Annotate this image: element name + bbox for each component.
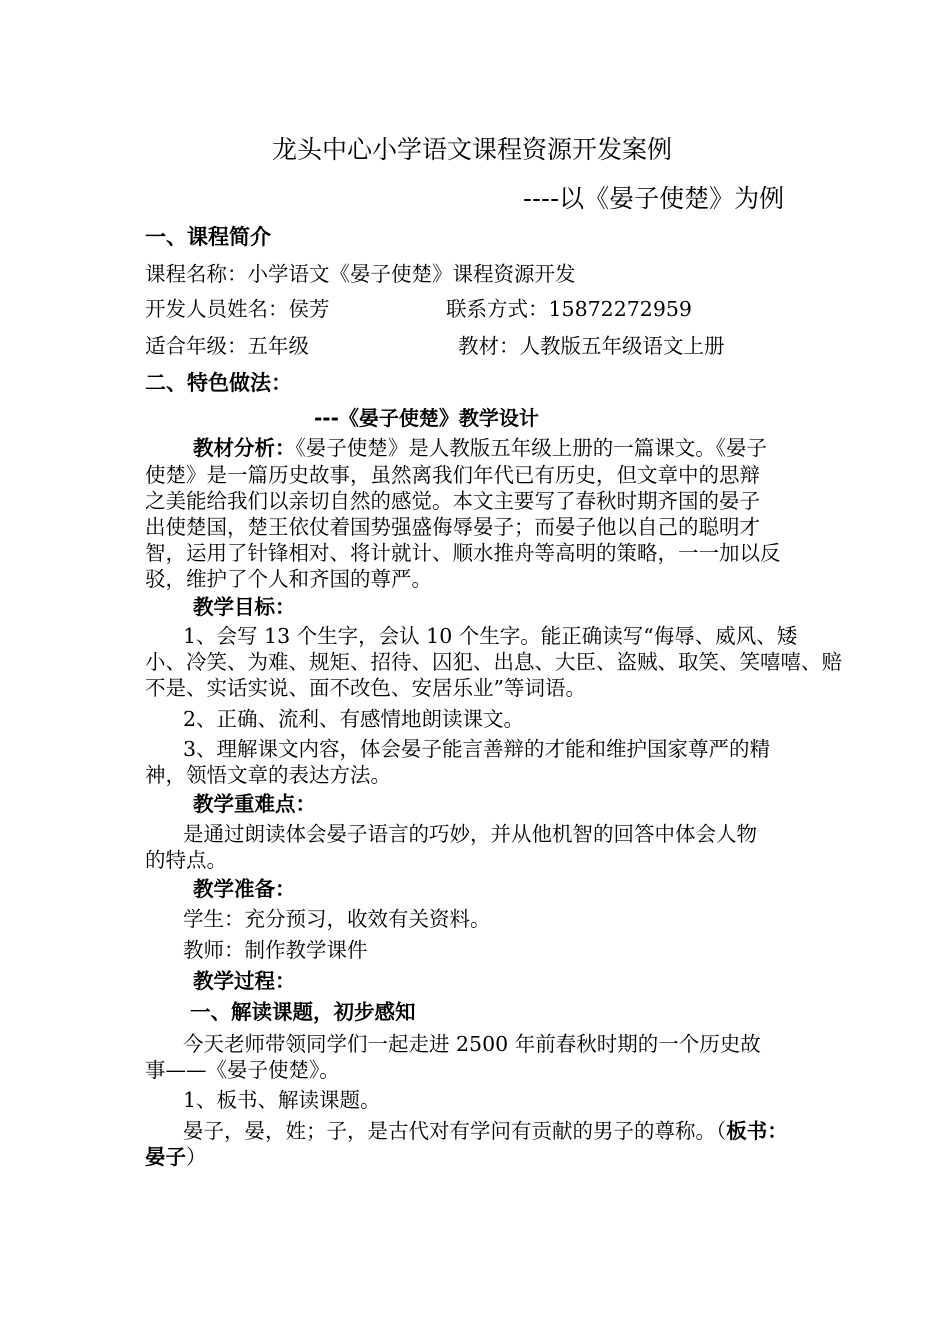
explain-text-2: ） [186, 1145, 207, 1169]
contact-info: 联系方式：15872272959 [446, 297, 692, 321]
analysis-line-3: 之美能给我们以亲切自然的感觉。本文主要写了春秋时期齐国的晏子 [145, 489, 760, 513]
board-step: 1、板书、解读课题。 [183, 1088, 381, 1112]
goal-3-line-2: 神，领悟文章的表达方法。 [145, 763, 391, 787]
analysis-line-6: 驳，维护了个人和齐国的尊严。 [145, 567, 432, 591]
explain-line-2 [145, 1143, 207, 1171]
analysis-text-1: 《晏子使楚》是人教版五年级上册的一篇课文。《晏子 [295, 436, 767, 460]
analysis-line-5: 智，运用了针锋相对、将计就计、顺水推舟等高明的策略，一一加以反 [145, 541, 781, 565]
goal-1-line-1: 1、会写 13 个生字，会认 10 个生字。能正确读写“侮辱、威风、矮 [183, 624, 798, 648]
goal-1-line-3: 不是、实话实说、面不改色、安居乐业”等词语。 [145, 676, 586, 700]
board-label: 板书： [726, 1119, 788, 1143]
document-title: 龙头中心小学语文课程资源开发案例 [272, 135, 673, 164]
goal-1-line-2: 小、冷笑、为难、规矩、招待、囚犯、出息、大臣、盗贼、取笑、笑嘻嘻、赔 [145, 650, 842, 674]
grade-level: 适合年级：五年级 [145, 334, 309, 358]
prep-teacher: 教师：制作教学课件 [183, 938, 368, 962]
keypoints-line-2: 的特点。 [145, 848, 227, 872]
course-name: 课程名称：小学语文《晏子使楚》课程资源开发 [145, 262, 576, 286]
step-1-heading: 一、解读课题，初步感知 [190, 1000, 416, 1024]
goal-3-line-1: 3、理解课文内容，体会晏子能言善辩的才能和维护国家尊严的精 [183, 737, 771, 761]
goal-2: 2、正确、流利、有感情地朗读课文。 [183, 707, 525, 731]
prep-label: 教学准备： [193, 877, 296, 901]
prep-student: 学生：充分预习，收效有关资料。 [183, 907, 491, 931]
section-heading-course-intro: 一、课程简介 [145, 225, 271, 249]
analysis-line-4: 出使楚国，楚王依仗着国势强盛侮辱晏子；而晏子他以自己的聪明才 [145, 515, 760, 539]
process-label: 教学过程： [193, 969, 296, 993]
textbook-info: 教材：人教版五年级语文上册 [458, 334, 725, 358]
explain-text-1: 晏子，晏，姓；子，是古代对有学问有贡献的男子的尊称。（ [183, 1119, 727, 1143]
intro-line-1: 今天老师带领同学们一起走进 2500 年前春秋时期的一个历史故 [183, 1032, 761, 1056]
explain-line-1 [183, 1117, 788, 1145]
section-heading-features: 二、特色做法： [145, 371, 292, 395]
board-content: 晏子 [145, 1145, 186, 1169]
goals-label: 教学目标： [193, 595, 296, 619]
keypoints-label: 教学重难点： [193, 792, 316, 816]
intro-line-2: 事——《晏子使楚》。 [145, 1058, 340, 1082]
teaching-design-title: ---《晏子使楚》教学设计 [314, 406, 539, 430]
analysis-label: 教材分析： [193, 436, 296, 460]
analysis-line-2: 使楚》是一篇历史故事，虽然离我们年代已有历史，但文章中的思辩 [145, 463, 760, 487]
analysis-line-1 [193, 434, 767, 462]
document-subtitle: ----以《晏子使楚》为例 [523, 184, 785, 213]
keypoints-line-1: 是通过朗读体会晏子语言的巧妙，并从他机智的回答中体会人物 [183, 822, 757, 846]
developer-name: 开发人员姓名：侯芳 [145, 297, 330, 321]
